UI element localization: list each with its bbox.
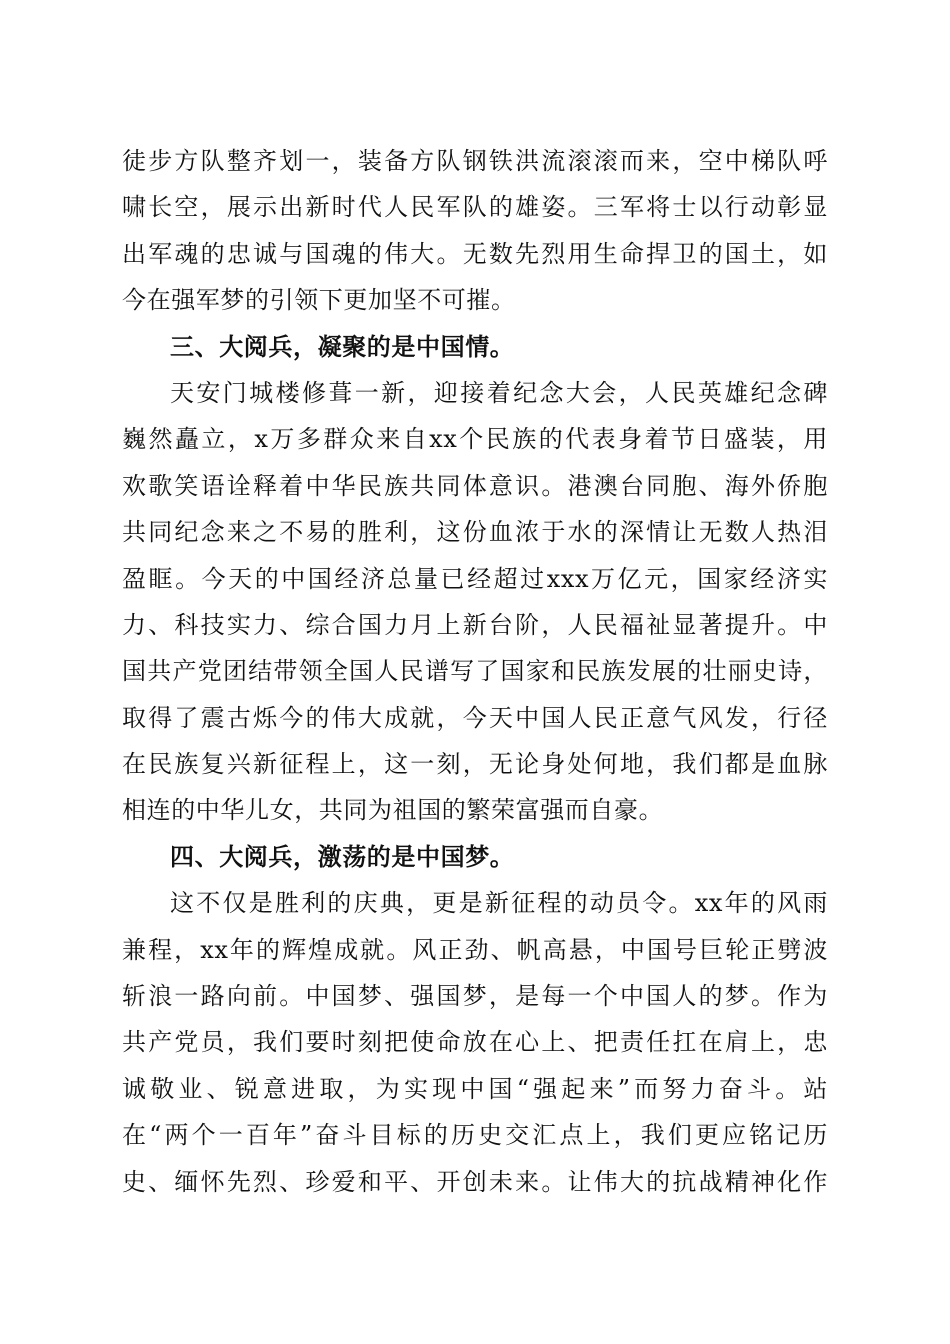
paragraph-line: 国共产党团结带领全国人民谱写了国家和民族发展的壮丽史诗， [122,657,828,686]
paragraph-line: 今在强军梦的引领下更加坚不可摧。 [122,286,516,315]
paragraph-line: 在民族复兴新征程上，这一刻，无论身处何地，我们都是血脉 [122,750,828,779]
paragraph-line: 史、缅怀先烈、珍爱和平、开创未来。让伟大的抗战精神化作 [122,1167,828,1196]
section-heading-4: 四、大阅兵，激荡的是中国梦。 [170,842,515,871]
paragraph-line: 欢歌笑语诠释着中华民族共同体意识。港澳台同胞、海外侨胞 [122,471,828,500]
paragraph-line: 共产党员，我们要时刻把使命放在心上、把责任扛在肩上，忠 [122,1028,828,1057]
paragraph-line: 这不仅是胜利的庆典，更是新征程的动员令。xx年的风雨 [170,889,828,918]
paragraph-line: 啸长空，展示出新时代人民军队的雄姿。三军将士以行动彰显 [122,193,828,222]
paragraph-line: 相连的中华儿女，共同为祖国的繁荣富强而自豪。 [122,796,664,825]
paragraph-line: 天安门城楼修葺一新，迎接着纪念大会，人民英雄纪念碑 [170,378,828,407]
section-heading-3: 三、大阅兵，凝聚的是中国情。 [170,332,515,361]
paragraph-line: 共同纪念来之不易的胜利，这份血浓于水的深情让无数人热泪 [122,518,828,547]
paragraph-line: 斩浪一路向前。中国梦、强国梦，是每一个中国人的梦。作为 [122,982,828,1011]
paragraph-line: 力、科技实力、综合国力月上新台阶，人民福祉显著提升。中 [122,610,828,639]
paragraph-line: 出军魂的忠诚与国魂的伟大。无数先烈用生命捍卫的国土，如 [122,239,828,268]
paragraph-line: 巍然矗立，x万多群众来自xx个民族的代表身着节日盛装，用 [122,425,828,454]
paragraph-line: 盈眶。今天的中国经济总量已经超过xxx万亿元，国家经济实 [122,564,828,593]
paragraph-line: 徒步方队整齐划一，装备方队钢铁洪流滚滚而来，空中梯队呼 [122,147,828,175]
document-body [122,138,828,1205]
paragraph-line: 诚敬业、锐意进取，为实现中国“强起来”而努力奋斗。站 [122,1074,828,1103]
paragraph-line: 取得了震古烁今的伟大成就，今天中国人民正意气风发，行径 [122,703,828,732]
paragraph-line: 兼程，xx年的辉煌成就。风正劲、帆高悬，中国号巨轮正劈波 [122,935,828,964]
paragraph-line: 在“两个一百年”奋斗目标的历史交汇点上，我们更应铭记历 [122,1121,828,1150]
